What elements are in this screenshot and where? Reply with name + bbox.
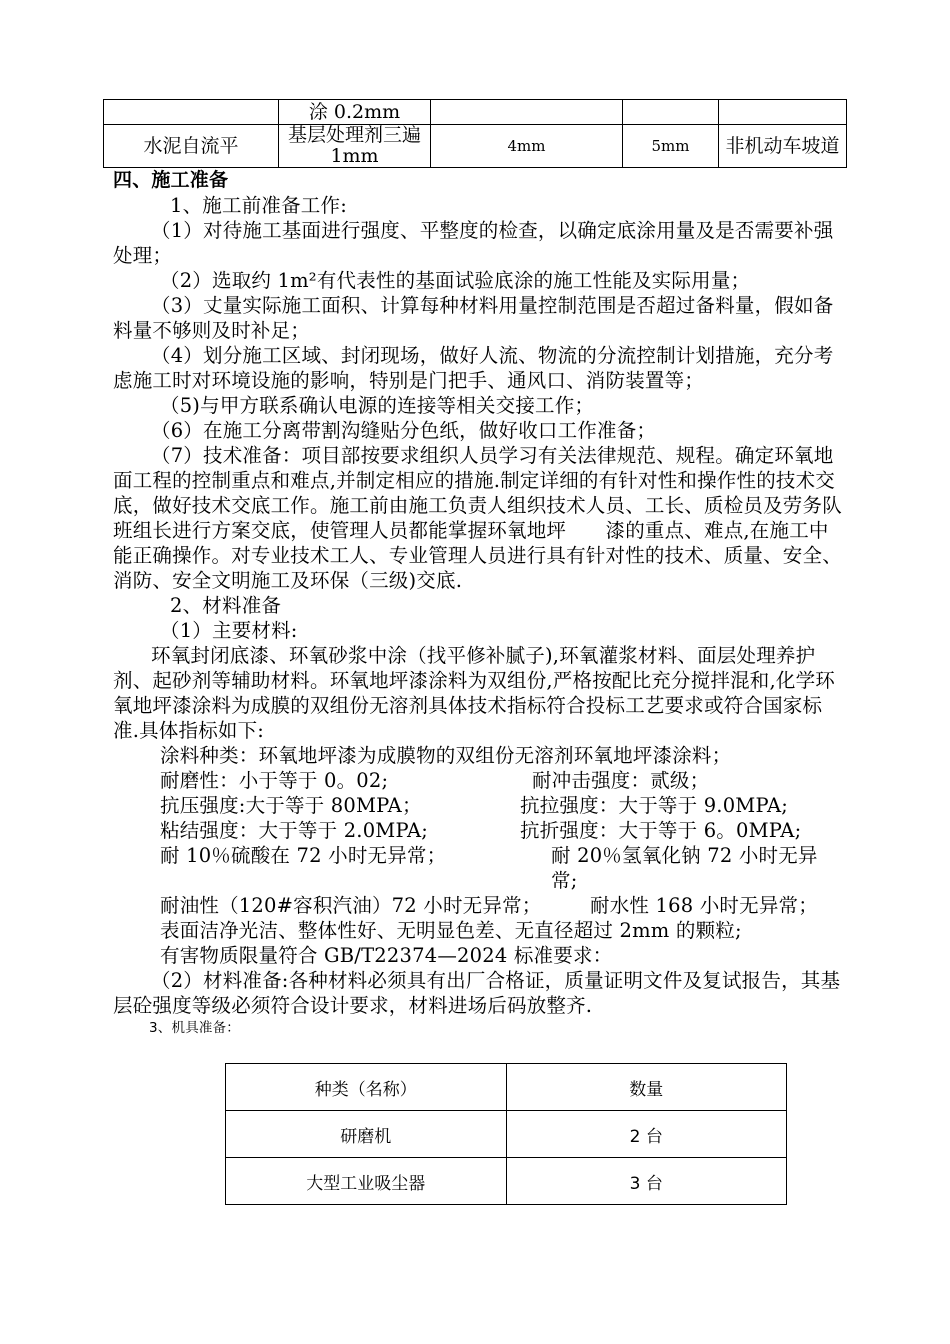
table-cell: 基层处理剂三遍 1mm	[279, 125, 431, 168]
spec-item: 抗折强度：大于等于 6。0MPA;	[520, 819, 802, 842]
table-row	[104, 125, 847, 168]
spec-line	[113, 793, 843, 818]
table-header-row	[226, 1064, 787, 1111]
spec-item: 抗压强度:大于等于 80MPA；	[160, 794, 422, 817]
spec-table	[103, 99, 847, 168]
spec-item: 耐磨性：小于等于 0。02;	[160, 769, 389, 792]
subsection-heading: 2、材料准备	[170, 594, 282, 617]
paragraph: （1）主要材料:	[160, 619, 298, 642]
tools-table	[225, 1063, 787, 1205]
spec-line: 有害物质限量符合 GB/T22374—2024 标准要求：	[160, 944, 613, 967]
spec-item: 耐水性 168 小时无异常；	[590, 894, 818, 917]
paragraph: （1）对待施工基面进行强度、平整度的检查，以确定底涂用量及是否需要补强处理；	[113, 219, 834, 267]
spec-item: 耐冲击强度：贰级；	[532, 769, 710, 792]
spec-line	[113, 893, 843, 918]
subsection-heading: 1、施工前准备工作:	[170, 194, 347, 217]
paragraph: （7）技术准备：项目部按要求组织人员学习有关法律规范、规程。确定环氧地面工程的控制重点和难点,并制定相应的措施.制定详细的有针对性和操作性的技术交底，做好技术交底工作。施工前由施工负责人组织技术人员、工长、质检员及劳务队班组长进行方案交底，使管理人员都能掌握环氧地坪 漆的重点、难点,在施工中能正确操作。对专业技术工人、专业管理人员进行具有针对性的技术、质量、安全、消防、安全文明施工及环保（三级)交底.	[113, 444, 842, 592]
table-cell	[104, 100, 279, 125]
paragraph: （6）在施工分离带割沟缝贴分色纸，做好收口工作准备；	[151, 419, 657, 442]
spec-line	[113, 843, 843, 893]
paragraph: （4）划分施工区域、封闭现场，做好人流、物流的分流控制计划措施，充分考虑施工时对环境设施的影响，特别是门把手、通风口、消防装置等；	[113, 344, 834, 392]
column-header: 种类（名称）	[226, 1064, 507, 1111]
spec-item: 耐 20％氢氧化钠 72 小时无异常;	[551, 844, 818, 892]
table-cell: 4mm	[431, 125, 623, 168]
spec-line	[113, 768, 843, 793]
table-cell: 涂 0.2mm	[279, 100, 431, 125]
spec-item: 耐 10％硫酸在 72 小时无异常；	[160, 844, 447, 867]
spec-line: 涂料种类：环氧地坪漆为成膜物的双组份无溶剂环氧地坪漆涂料；	[160, 744, 732, 767]
table-row	[104, 100, 847, 125]
table-cell: 3 台	[506, 1158, 787, 1205]
table-row	[226, 1111, 787, 1158]
paragraph: （2）材料准备:各种材料必须具有出厂合格证，质量证明文件及复试报告，其基层砼强度等级必须符合设计要求，材料进场后码放整齐.	[113, 969, 841, 1017]
paragraph: （5)与甲方联系确认电源的连接等相关交接工作；	[160, 394, 595, 417]
table-row	[226, 1158, 787, 1205]
table-cell: 大型工业吸尘器	[226, 1158, 507, 1205]
spec-line	[113, 818, 843, 843]
spec-item: 抗拉强度：大于等于 9.0MPA;	[520, 794, 789, 817]
table-cell: 研磨机	[226, 1111, 507, 1158]
table-cell	[623, 100, 719, 125]
spec-line: 表面洁净光洁、整体性好、无明显色差、无直径超过 2mm 的颗粒;	[160, 919, 742, 942]
table-cell	[719, 100, 847, 125]
spec-item: 耐油性（120#容积汽油）72 小时无异常；	[160, 894, 542, 917]
paragraph: （3）丈量实际施工面积、计算每种材料用量控制范围是否超过备料量，假如备料量不够则及时补足；	[113, 294, 834, 342]
body-text	[113, 168, 843, 1038]
table-cell: 非机动车坡道	[719, 125, 847, 168]
column-header: 数量	[506, 1064, 787, 1111]
table-cell: 水泥自流平	[104, 125, 279, 168]
table-cell: 2 台	[506, 1111, 787, 1158]
paragraph: （2）选取约 1m²有代表性的基面试验底涂的施工性能及实际用量；	[160, 269, 751, 292]
paragraph: 环氧封闭底漆、环氧砂浆中涂（找平修补腻子),环氧灌浆材料、面层处理养护剂、起砂剂等辅助材料。环氧地坪漆涂料为双组份,严格按配比充分搅拌混和,化学环氧地坪漆涂料为成膜的双组份无溶剂具体技术指标符合投标工艺要求或符合国家标准.具体指标如下:	[113, 644, 835, 742]
table-cell: 5mm	[623, 125, 719, 168]
table-cell	[431, 100, 623, 125]
subsection-heading: 3、机具准备：	[149, 1020, 240, 1036]
section-heading: 四、施工准备	[113, 169, 229, 191]
spec-item: 粘结强度：大于等于 2.0MPA;	[160, 819, 429, 842]
